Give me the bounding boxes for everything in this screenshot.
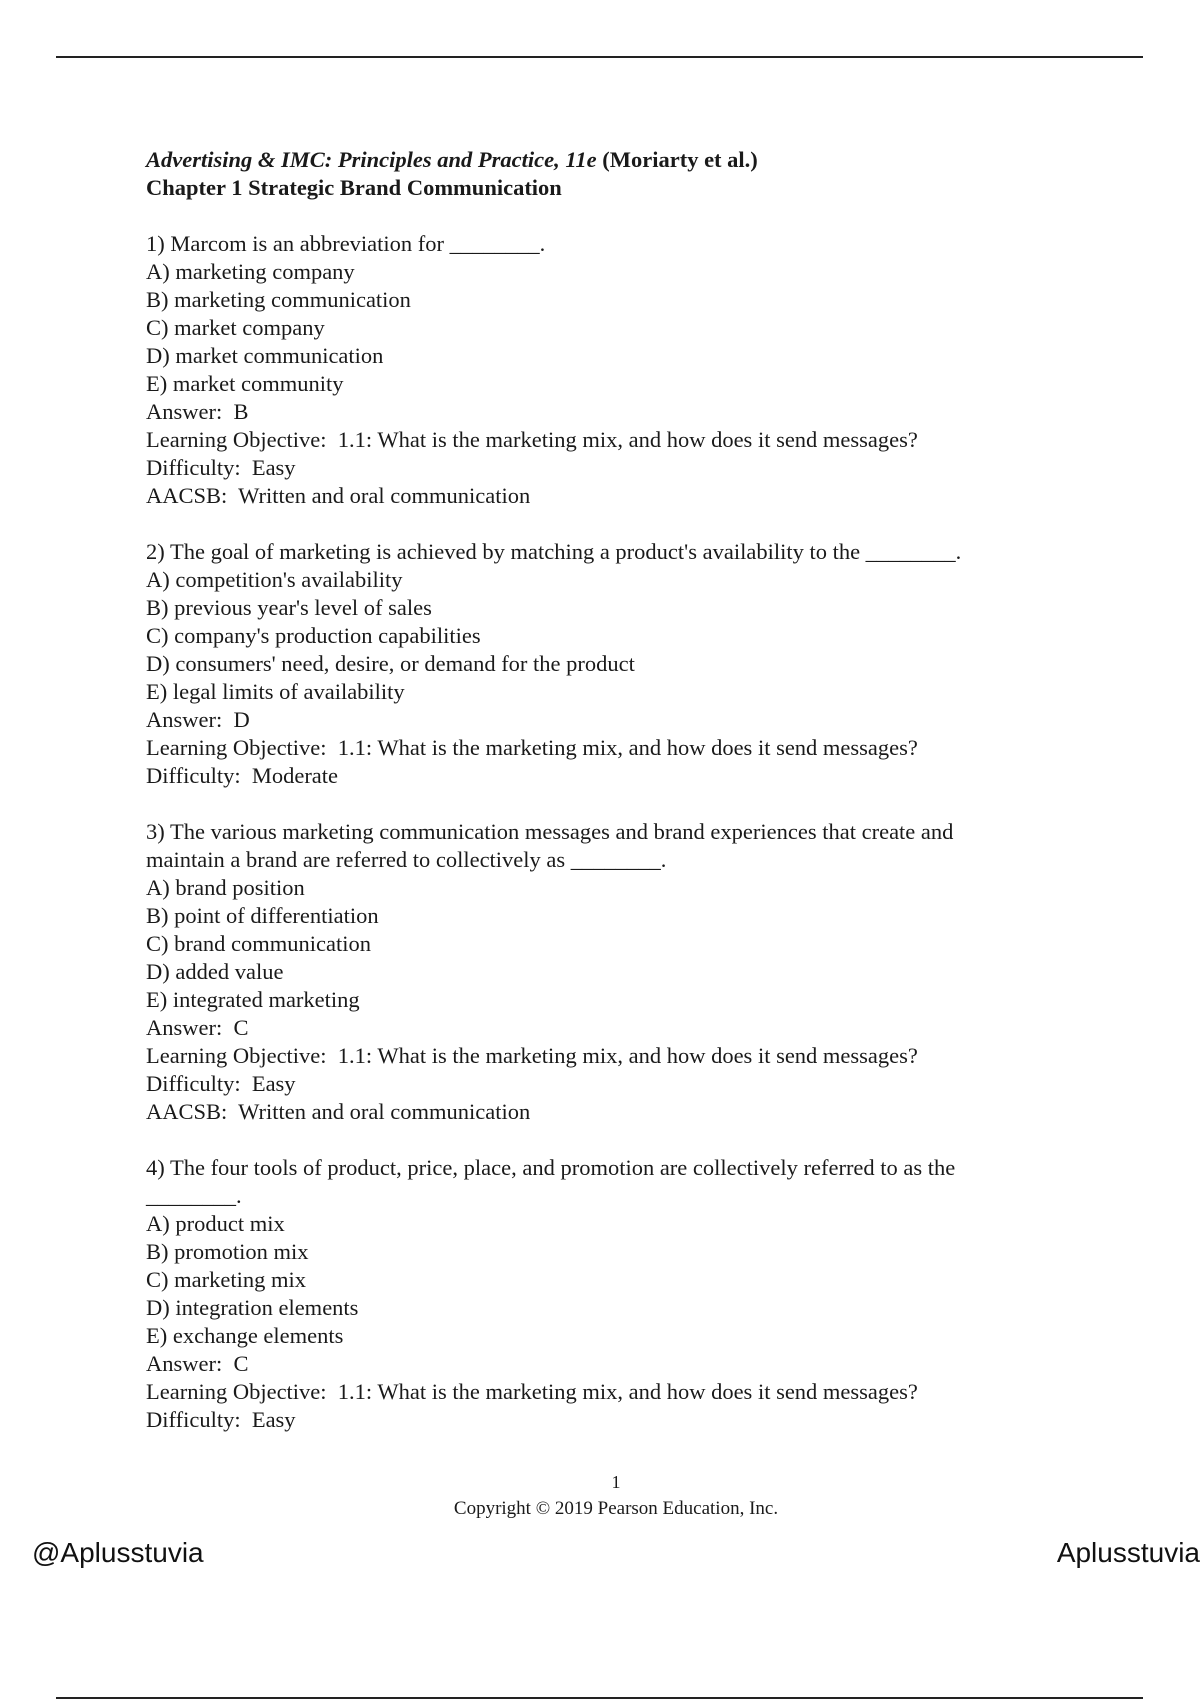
question-meta: Answer: C [146, 1015, 249, 1040]
answer-option: C) market company [146, 315, 325, 340]
answer-option: B) point of differentiation [146, 903, 379, 928]
answer-option: C) company's production capabilities [146, 623, 481, 648]
question-block [146, 230, 1046, 510]
page-number: 1 [611, 1472, 621, 1492]
answer-option: C) marketing mix [146, 1267, 306, 1292]
question-meta: Answer: C [146, 1351, 249, 1376]
question-stem: 3) The various marketing communication messages and brand experiences that create and [146, 819, 954, 844]
question-stem: 4) The four tools of product, price, place, and promotion are collectively referred to as the [146, 1155, 956, 1180]
answer-option: E) market community [146, 371, 344, 396]
watermark-right: Aplusstuvia [1056, 1537, 1200, 1568]
question-meta: Difficulty: Moderate [146, 763, 339, 788]
question-block [146, 818, 1046, 1126]
answer-option: A) competition's availability [146, 567, 403, 592]
question-meta: Learning Objective: 1.1: What is the marketing mix, and how does it send messages? [146, 735, 918, 760]
answer-option: D) consumers' need, desire, or demand for the product [146, 651, 635, 676]
book-title [146, 146, 1046, 174]
answer-option: A) marketing company [146, 259, 355, 284]
answer-option: B) previous year's level of sales [146, 595, 432, 620]
question-meta: AACSB: Written and oral communication [146, 483, 531, 508]
question-meta: AACSB: Written and oral communication [146, 1099, 531, 1124]
answer-option: B) promotion mix [146, 1239, 309, 1264]
answer-option: A) brand position [146, 875, 305, 900]
answer-option: B) marketing communication [146, 287, 411, 312]
question-stem: 2) The goal of marketing is achieved by matching a product's availability to the ________. [146, 539, 962, 564]
answer-option: C) brand communication [146, 931, 371, 956]
book-title-main: Advertising & IMC: Principles and Practice, 11e [146, 147, 597, 172]
question-meta: Answer: B [146, 399, 249, 424]
copyright-notice: Copyright © 2019 Pearson Education, Inc. [453, 1498, 779, 1519]
question-stem: ________. [146, 1183, 242, 1208]
document-body [146, 146, 1046, 1434]
chapter-title: Chapter 1 Strategic Brand Communication [146, 175, 562, 200]
bottom-rule [56, 1697, 1143, 1699]
answer-option: E) legal limits of availability [146, 679, 405, 704]
question-stem: maintain a brand are referred to collectively as ________. [146, 847, 667, 872]
book-title-authors: (Moriarty et al.) [596, 147, 758, 172]
top-rule [56, 56, 1143, 58]
question-meta: Difficulty: Easy [146, 1071, 296, 1096]
answer-option: E) integrated marketing [146, 987, 360, 1012]
answer-option: E) exchange elements [146, 1323, 344, 1348]
question-block [146, 1154, 1046, 1434]
question-meta: Difficulty: Easy [146, 1407, 296, 1432]
watermark-left: @Aplusstuvia [32, 1537, 204, 1568]
question-meta: Learning Objective: 1.1: What is the marketing mix, and how does it send messages? [146, 1379, 918, 1404]
question-meta: Answer: D [146, 707, 250, 732]
question-meta: Learning Objective: 1.1: What is the marketing mix, and how does it send messages? [146, 1043, 918, 1068]
answer-option: D) integration elements [146, 1295, 359, 1320]
question-meta: Learning Objective: 1.1: What is the marketing mix, and how does it send messages? [146, 427, 918, 452]
question-list [146, 230, 1046, 1434]
answer-option: D) added value [146, 959, 284, 984]
answer-option: A) product mix [146, 1211, 285, 1236]
question-meta: Difficulty: Easy [146, 455, 296, 480]
question-block [146, 538, 1046, 790]
question-stem: 1) Marcom is an abbreviation for ________. [146, 231, 546, 256]
answer-option: D) market communication [146, 343, 384, 368]
